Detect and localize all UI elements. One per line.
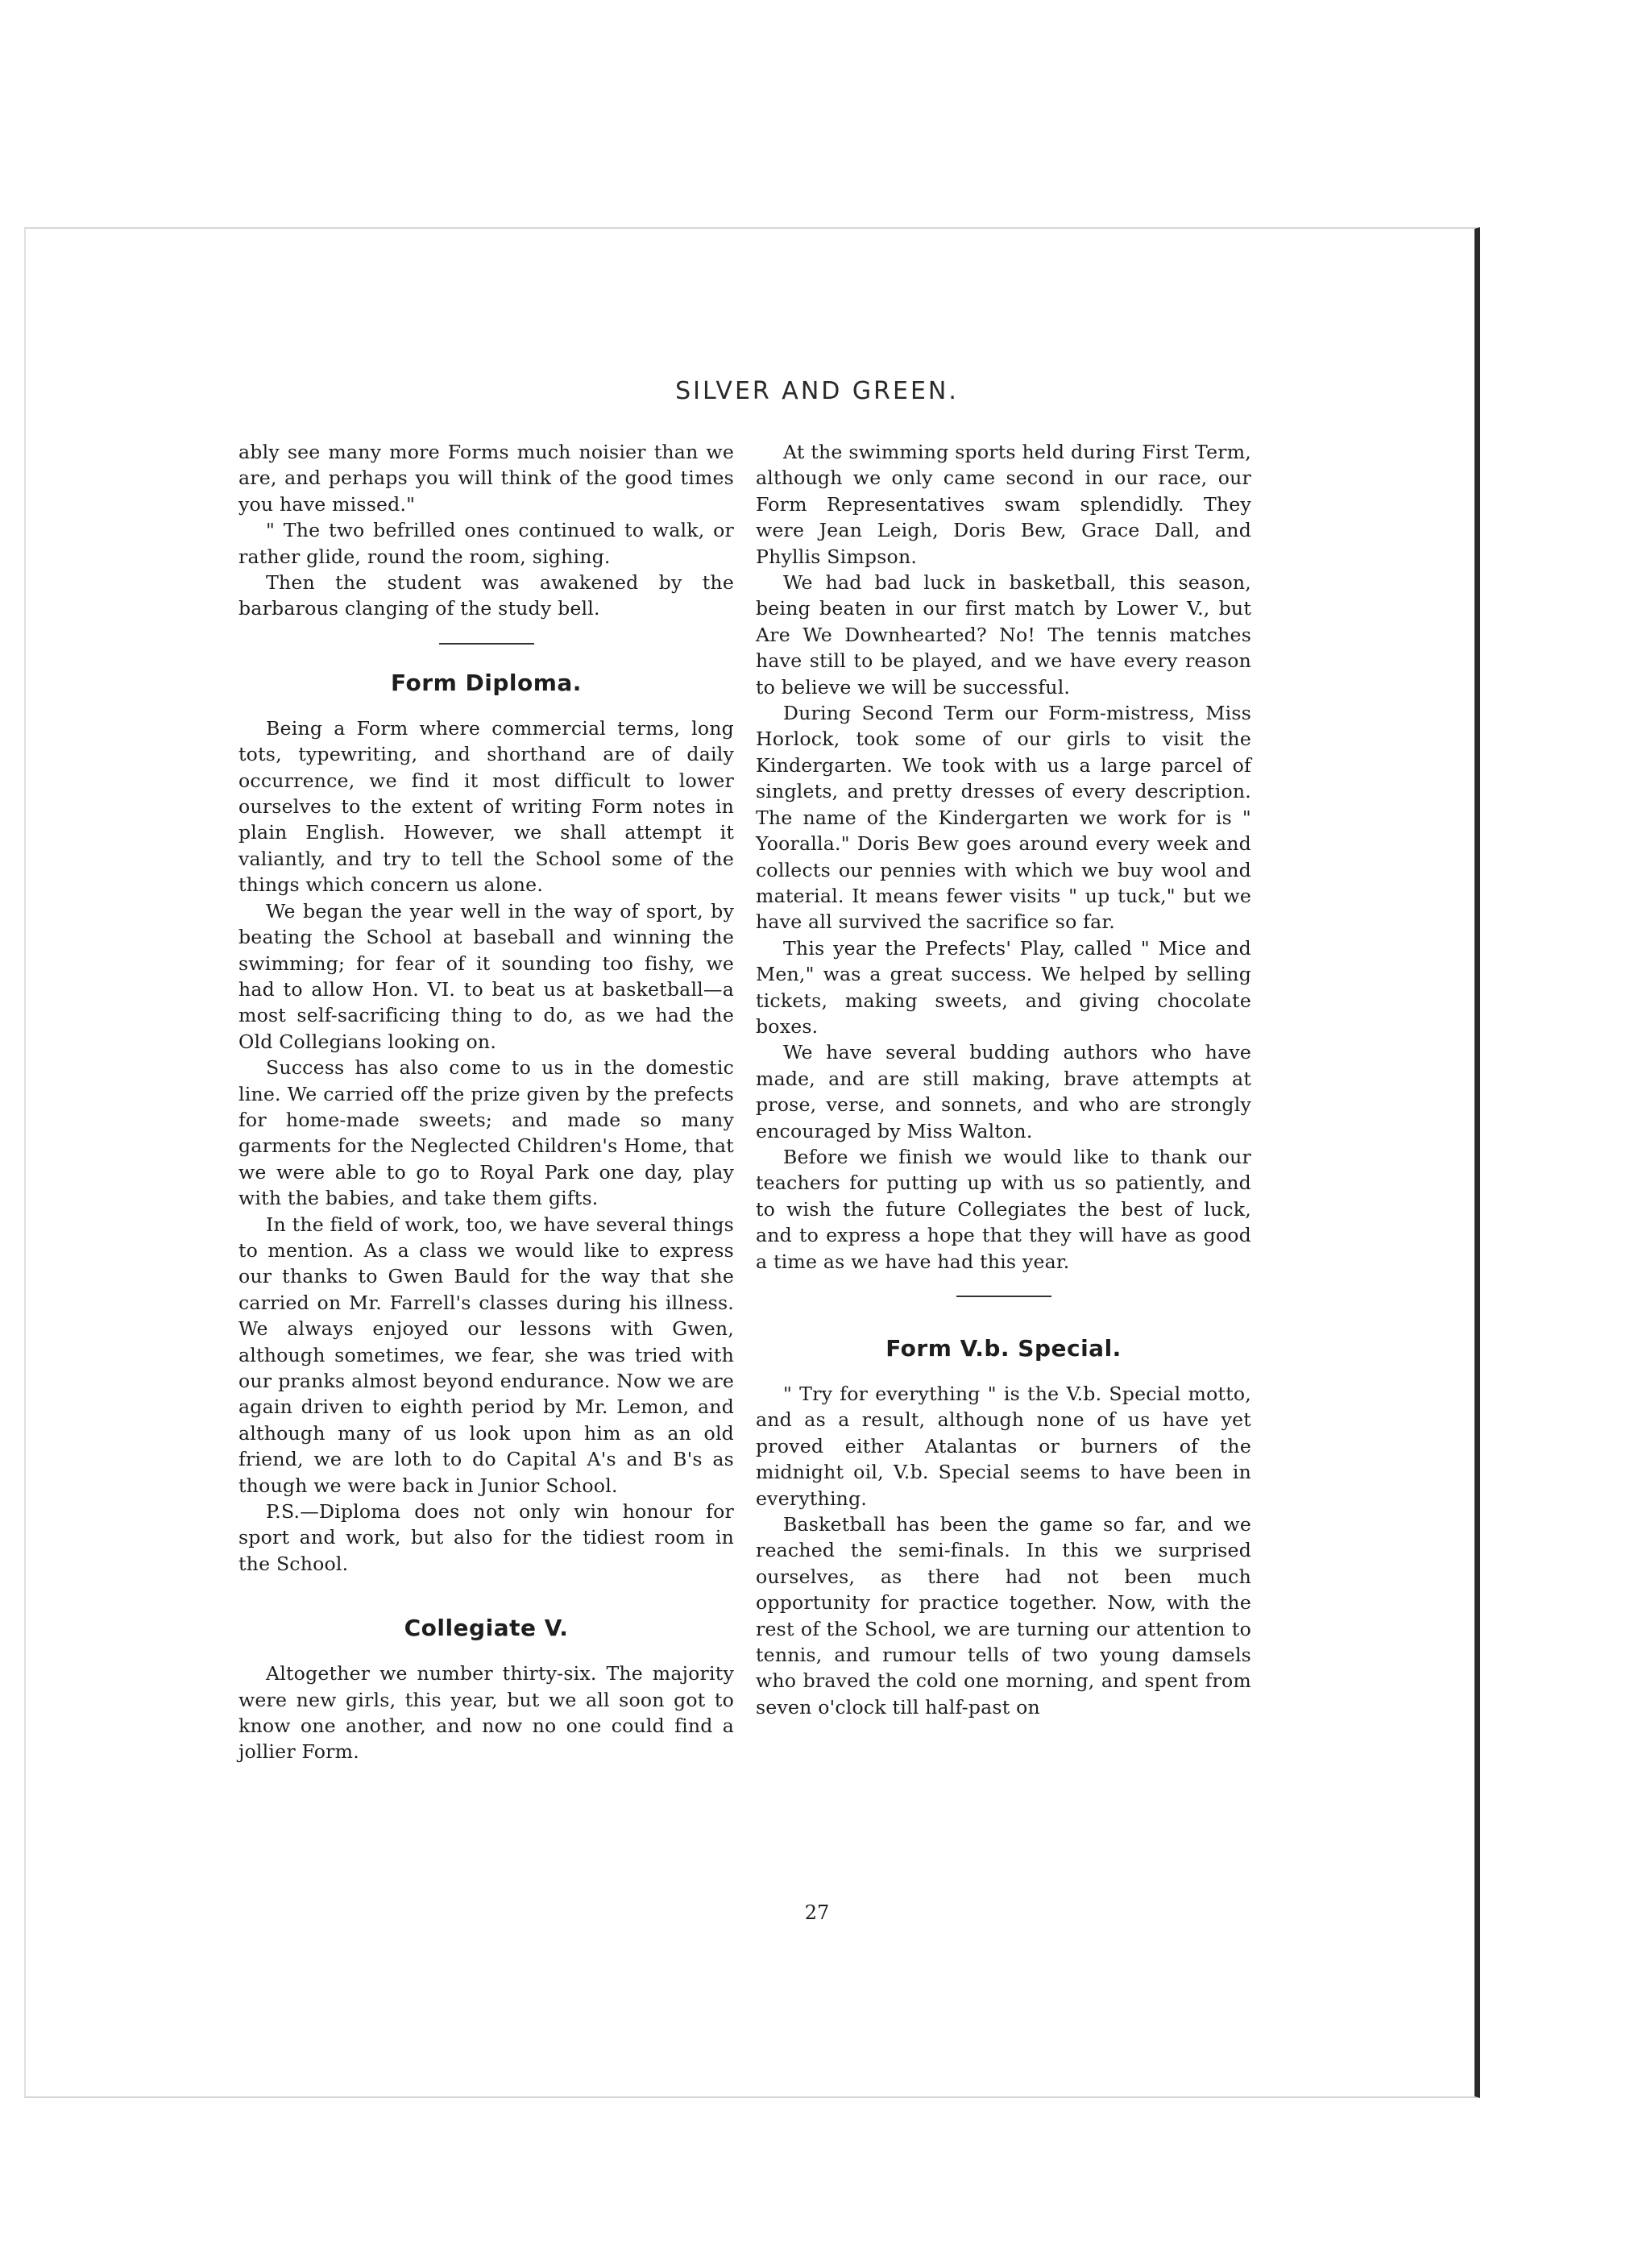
left-paragraph-5: We began the year well in the way of sport, by beating the School at baseball and winning the swimming; for fear of it sounding too fishy, we had to allow Hon. VI. to beat us at basketball—a most self-sacrificing thing to do, as we had the Old Collegians looking on.: [238, 899, 734, 1053]
left-paragraph-7: In the field of work, too, we have several things to mention. As a class we would like to express our thanks to Gwen Bauld for the way that she carried on Mr. Farrell's classes during his illness. We always enjoyed our lessons with Gwen, although sometimes, we fear, she was tried with our pranks almost beyond endurance. Now we are again driven to eighth period by Mr. Lemon, and although many of us look upon him as an old friend, we are loth to do Capital A's and B's as though we were back in Junior School.: [238, 1213, 734, 1497]
heading-form-diploma: Form Diploma.: [391, 669, 582, 696]
heading-collegiate-v: Collegiate V.: [404, 1615, 569, 1642]
right-paragraph-1: At the swimming sports held during First Term, although we only came second in our race, our Form Representatives swam splendidly. They were Jean Leigh, Doris Bew, Grace Dall, and Phyllis Simpson.: [756, 441, 1251, 568]
section-divider: [439, 643, 534, 645]
left-paragraph-9: Altogether we number thirty-six. The majority were new girls, this year, but we all soon got to know one another, and now no one could find a jollier Form.: [238, 1662, 734, 1764]
section-divider: [956, 1296, 1051, 1297]
right-paragraph-6: Before we finish we would like to thank our teachers for putting up with us so patiently, and to wish the future Collegiates the best of luck, and to express a hope that they will have as good a time as we have had this year.: [756, 1145, 1251, 1273]
left-column: [238, 439, 734, 1765]
left-paragraph-8: P.S.—Diploma does not only win honour for sport and work, but also for the tidiest room in the School.: [238, 1500, 734, 1575]
right-paragraph-3: During Second Term our Form-mistress, Miss Horlock, took some of our girls to visit the Kindergarten. We took with us a large parcel of singlets, and pretty dresses of every description. The name of the Kindergarten we work for is " Yooralla." Doris Bew goes around every week and collects our pennies with which we buy wool and material. It means fewer visits " up tuck," but we have all survived the sacrifice so far.: [756, 702, 1251, 934]
left-paragraph-3: Then the student was awakened by the barbarous clanging of the study bell.: [238, 571, 734, 620]
right-paragraph-4: This year the Prefects' Play, called " Mice and Men," was a great success. We helped by selling tickets, making sweets, and giving chocolate boxes.: [756, 936, 1251, 1038]
left-paragraph-2: " The two befrilled ones continued to walk, or rather glide, round the room, sighing.: [238, 519, 734, 568]
left-paragraph-4: Being a Form where commercial terms, long tots, typewriting, and shorthand are of daily occurrence, we find it most difficult to lower ourselves to the extent of writing Form notes in plain English. However, we shall attempt it valiantly, and try to tell the School some of the things which concern us alone.: [238, 716, 734, 897]
right-column: [756, 439, 1251, 1720]
right-paragraph-5: We have several budding authors who have made, and are still making, brave attempts at prose, verse, and sonnets, and who are strongly encouraged by Miss Walton.: [756, 1041, 1251, 1142]
right-paragraph-7: " Try for everything " is the V.b. Special motto, and as a result, although none of us have yet proved either Atalantas or burners of the midnight oil, V.b. Special seems to have been in everything.: [756, 1383, 1251, 1510]
right-paragraph-8: Basketball has been the game so far, and we reached the semi-finals. In this we surprised ourselves, as there had not been much opportunity for practice together. Now, with the rest of the School, we are turning our attention to tennis, and rumour tells of two young damsels who braved the cold one morning, and spent from seven o'clock till half-past on: [756, 1513, 1251, 1719]
left-paragraph-6: Success has also come to us in the domestic line. We carried off the prize given by the prefects for home-made sweets; and made so many garments for the Neglected Children's Home, that we were able to go to Royal Park one day, play with the babies, and take them gifts.: [238, 1056, 734, 1210]
page-number: 27: [804, 1901, 830, 1924]
left-paragraph-1: ably see many more Forms much noisier than we are, and perhaps you will think of the good times you have missed.": [238, 441, 734, 516]
right-paragraph-2: We had bad luck in basketball, this season, being beaten in our first match by Lower V., but Are We Downhearted? No! The tennis matches have still to be played, and we have every reason to believe we will be successful.: [756, 571, 1251, 699]
heading-form-vb-special: Form V.b. Special.: [885, 1335, 1122, 1362]
running-head: SILVER AND GREEN.: [675, 377, 959, 405]
